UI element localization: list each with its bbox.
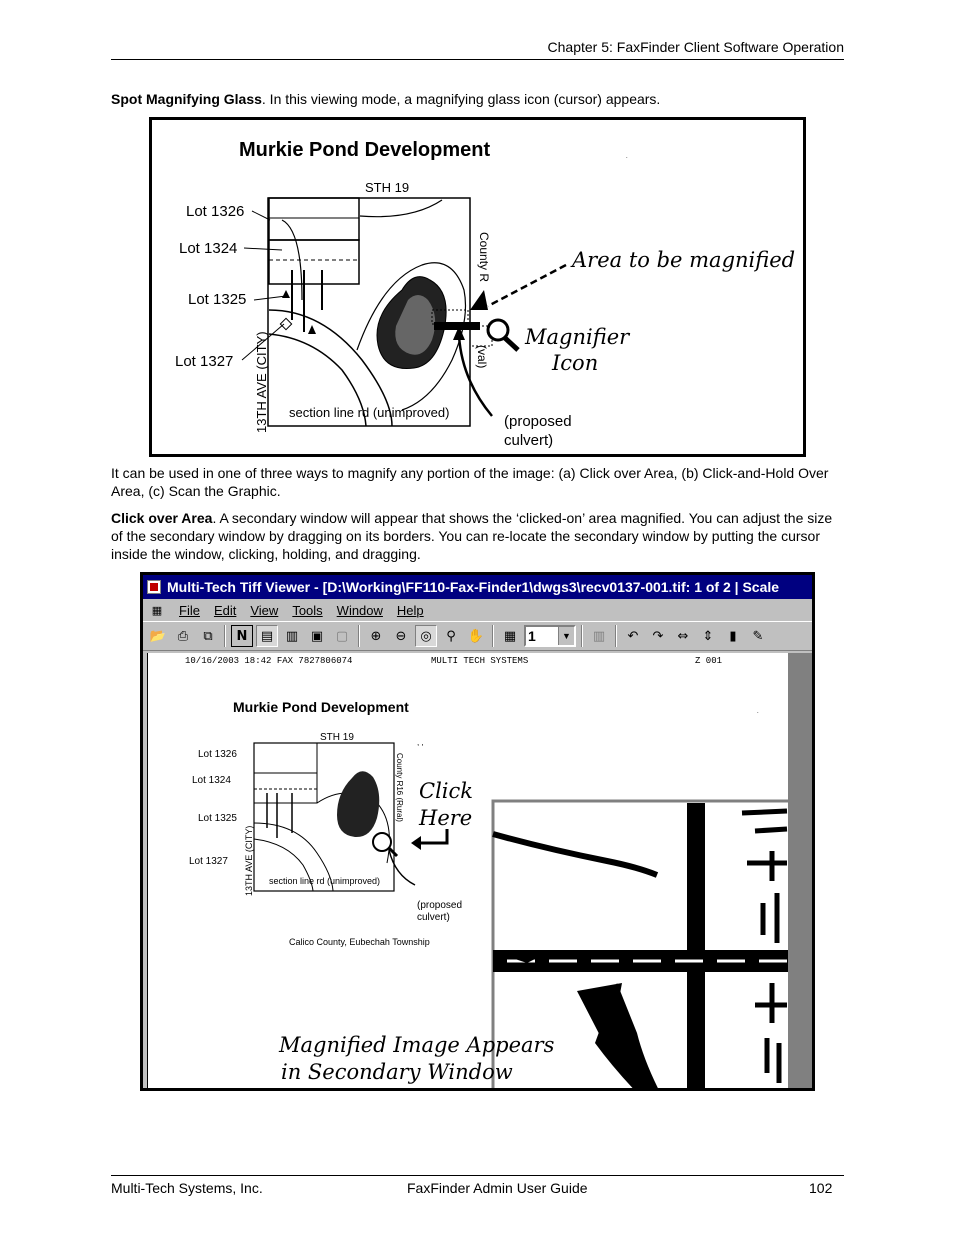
fax-header-left: 10/16/2003 18:42 FAX 7827806074	[185, 656, 353, 666]
menu-help[interactable]: Help	[396, 602, 424, 618]
figure1-side-frag: (val)	[475, 345, 489, 369]
callout-icon-line2: Icon	[552, 351, 599, 375]
callout-icon-line1: Magnifier	[525, 325, 630, 349]
doc-title: Murkie Pond Development	[233, 699, 409, 715]
flip-vertical-icon[interactable]: ⇕	[702, 628, 714, 644]
open-folder-icon[interactable]: 📂	[149, 628, 167, 644]
fit-width-icon[interactable]: ▤	[256, 625, 278, 647]
print-preview-icon[interactable]: ▥	[592, 628, 606, 644]
spot-magnifying-paragraph	[111, 90, 846, 108]
spot-magnifying-text: . In this viewing mode, a magnifying glass icon (cursor) appears.	[261, 91, 661, 107]
vertical-scrollbar[interactable]	[788, 653, 812, 1088]
zoom-in-icon[interactable]: ⊕	[370, 628, 382, 644]
flip-horizontal-icon[interactable]: ⇔	[677, 628, 689, 644]
figure1-road-right: County R	[477, 232, 491, 283]
click-here-line2: Here	[419, 806, 473, 830]
click-over-area-term: Click over Area	[111, 510, 213, 526]
magnifier-icon	[488, 320, 508, 340]
lot-1324-parcel	[269, 240, 359, 284]
lot-1326-parcel	[269, 198, 359, 240]
fax-header-right: Z 001	[695, 656, 723, 666]
click-here-line1: Click	[419, 779, 473, 803]
print-icon[interactable]: ⎙	[177, 628, 189, 644]
click-over-area-text: . A secondary window will appear that shows the ‘clicked-on’ area magnified. You can adjust the size of the secondary window by dragging on its borders. You can re-locate the secondary window by putting the cursor inside the window, clicking, holding, and dragging.	[111, 510, 833, 562]
normal-view-icon[interactable]: N	[231, 625, 253, 647]
menu-tools[interactable]: Tools	[292, 602, 323, 618]
tiff-viewer-window	[143, 575, 812, 1088]
doc-county: Calico County, Eubechah Township	[289, 937, 430, 947]
fax-header-mid: MULTI TECH SYSTEMS	[431, 656, 529, 666]
page-number-select[interactable]	[524, 625, 576, 647]
doc-culvert-line2: culvert)	[417, 912, 450, 923]
window-title: Multi-Tech Tiff Viewer - [D:\Working\FF110-Fax-Finder1\dwgs3\recv0137-001.tif: 1 of 2 | Scale	[167, 579, 780, 595]
doc-culvert-line1: (proposed	[417, 900, 463, 911]
actual-size-icon[interactable]: ▢	[335, 628, 349, 644]
window-titlebar[interactable]	[143, 575, 812, 599]
footer-page-number: 102	[809, 1180, 833, 1196]
magnifier-tool-icon[interactable]: ◎	[415, 625, 437, 647]
menu-bar	[143, 599, 812, 621]
menu-window[interactable]: Window	[336, 602, 383, 618]
chevron-down-icon[interactable]: ▼	[558, 627, 574, 645]
figure1-title: Murkie Pond Development	[239, 139, 491, 161]
page-header	[111, 37, 844, 60]
annotate-icon[interactable]: ✎	[752, 628, 764, 644]
menu-edit[interactable]: Edit	[213, 602, 237, 618]
figure1-road-top: STH 19	[365, 180, 410, 195]
app-icon[interactable]	[147, 580, 161, 594]
fit-page-icon[interactable]: ▥	[285, 628, 299, 644]
culvert-line2: culvert)	[504, 432, 554, 449]
chapter-title: Chapter 5: FaxFinder Client Software Operation	[547, 39, 844, 55]
figure-tiff-viewer	[140, 572, 815, 1091]
culvert-line1: (proposed	[504, 413, 572, 430]
page-number-value: 1	[528, 628, 536, 644]
zoom-area-icon[interactable]: ⚲	[446, 628, 456, 644]
click-over-area-paragraph	[111, 509, 846, 563]
lot-label: Lot 1326	[186, 203, 245, 220]
document-icon[interactable]: ▦	[151, 603, 163, 617]
figure1-road-bottom: section line rd (unimproved)	[289, 405, 450, 420]
callout-area-text: Area to be magnified	[572, 248, 796, 272]
spot-magnifying-term: Spot Magnifying Glass	[111, 91, 262, 107]
svg-text:.: .	[626, 154, 628, 160]
rotate-right-icon[interactable]: ↷	[652, 628, 664, 644]
copy-icon[interactable]: ⧉	[203, 628, 213, 644]
thumbnail-icon[interactable]: ▣	[310, 628, 324, 644]
doc-lot-label: Lot 1326	[198, 749, 237, 760]
pan-hand-icon[interactable]: ✋	[467, 628, 485, 644]
svg-text:, ,: , ,	[417, 738, 424, 747]
lot-label: Lot 1327	[175, 353, 234, 370]
page-select-icon[interactable]: ▦	[503, 628, 517, 644]
doc-road-top: STH 19	[320, 732, 354, 743]
doc-road-bottom: section line rd (unimproved)	[269, 876, 381, 886]
rotate-left-icon[interactable]: ↶	[627, 628, 639, 644]
figure-magnifier-diagram	[149, 117, 806, 457]
svg-text:.: .	[757, 709, 759, 715]
intro-text: It can be used in one of three ways to magnify any portion of the image: (a) Click over Area, (b) Click-and-Hold Over Area, (c) Scan the Graphic.	[111, 465, 829, 499]
intro-paragraph	[111, 464, 846, 500]
doc-road-left: 13TH AVE (CITY)	[244, 825, 254, 896]
doc-lot-label: Lot 1324	[192, 775, 231, 786]
document-view[interactable]	[147, 653, 788, 1088]
zoom-out-icon[interactable]: ⊖	[395, 628, 407, 644]
doc-lot-label: Lot 1327	[189, 856, 228, 867]
page-footer	[111, 1175, 844, 1196]
footer-guide: FaxFinder Admin User Guide	[407, 1180, 588, 1196]
menu-file[interactable]: File	[179, 602, 200, 618]
doc-road-right: County R16 (Rural)	[395, 753, 404, 822]
magnified-caption-line2: in Secondary Window	[281, 1060, 513, 1084]
lot-label: Lot 1325	[188, 291, 247, 308]
doc-lot-label: Lot 1325	[198, 813, 237, 824]
menu-view[interactable]: View	[250, 602, 279, 618]
lot-label: Lot 1324	[179, 240, 238, 257]
toolbar	[143, 621, 812, 651]
invert-icon[interactable]: ▮	[729, 628, 737, 644]
figure1-road-left: 13TH AVE (CITY)	[254, 331, 269, 433]
magnified-caption-line1: Magnified Image Appears	[279, 1033, 555, 1057]
magnifier-cursor-icon	[373, 833, 391, 851]
footer-company: Multi-Tech Systems, Inc.	[111, 1180, 263, 1196]
